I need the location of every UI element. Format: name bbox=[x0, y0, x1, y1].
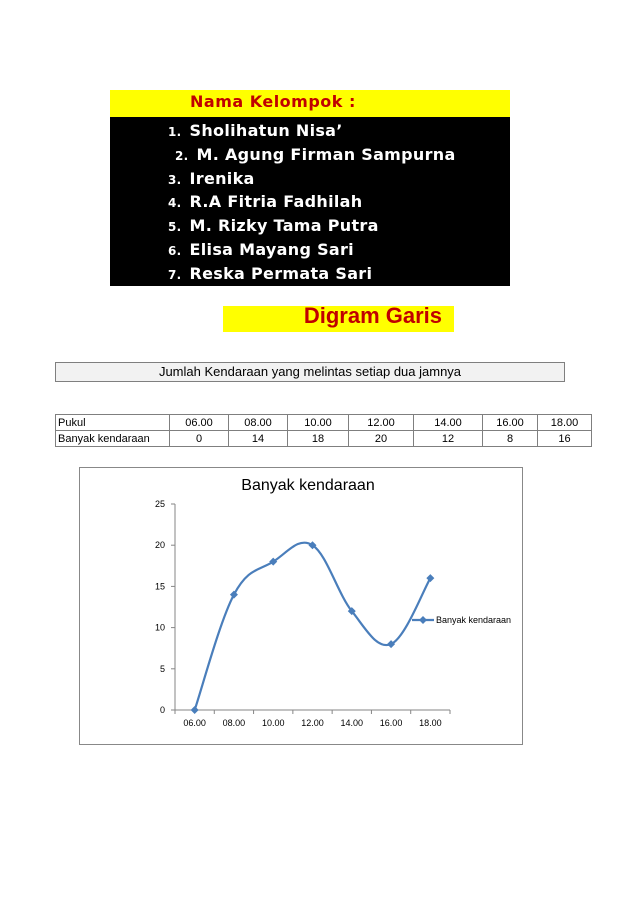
page-title: Digram Garis bbox=[303, 303, 442, 328]
time-cell: 08.00 bbox=[229, 415, 288, 431]
member-name: M. Rizky Tama Putra bbox=[189, 216, 379, 235]
time-cell: 16.00 bbox=[483, 415, 538, 431]
member-number: 2. bbox=[175, 149, 189, 163]
table-row-count bbox=[56, 431, 592, 447]
count-cell: 14 bbox=[229, 431, 288, 447]
member-item bbox=[175, 145, 456, 164]
y-tick-label: 5 bbox=[159, 663, 165, 674]
member-name: Sholihatun Nisa’ bbox=[189, 121, 343, 140]
row-label-count: Banyak kendaraan bbox=[56, 431, 170, 447]
member-item bbox=[168, 192, 362, 211]
x-tick-label: 14.00 bbox=[340, 718, 364, 728]
data-table bbox=[55, 414, 592, 447]
series-line bbox=[195, 543, 431, 710]
member-name: M. Agung Firman Sampurna bbox=[196, 145, 456, 164]
count-cell: 16 bbox=[538, 431, 592, 447]
count-cell: 0 bbox=[170, 431, 229, 447]
member-number: 7. bbox=[168, 268, 182, 282]
series-layer bbox=[191, 541, 435, 714]
legend bbox=[412, 615, 511, 625]
y-tick-label: 15 bbox=[154, 581, 165, 592]
table-caption: Jumlah Kendaraan yang melintas setiap dua jamnya bbox=[158, 364, 462, 379]
member-name: Irenika bbox=[189, 169, 255, 188]
member-item bbox=[168, 121, 343, 140]
x-tick-label: 10.00 bbox=[261, 718, 285, 728]
count-cell: 8 bbox=[483, 431, 538, 447]
y-tick-label: 25 bbox=[154, 499, 165, 509]
member-number: 5. bbox=[168, 220, 182, 234]
x-tick-label: 18.00 bbox=[419, 718, 442, 728]
x-tick-label: 16.00 bbox=[379, 718, 403, 728]
time-cell: 18.00 bbox=[538, 415, 592, 431]
time-cell: 14.00 bbox=[414, 415, 483, 431]
time-cell: 06.00 bbox=[170, 415, 229, 431]
data-point-marker bbox=[191, 706, 199, 714]
group-heading: Nama Kelompok : bbox=[190, 92, 356, 111]
count-cell: 20 bbox=[349, 431, 414, 447]
member-number: 6. bbox=[168, 244, 182, 258]
y-tick-label: 20 bbox=[154, 540, 165, 551]
count-cell: 12 bbox=[414, 431, 483, 447]
line-chart bbox=[79, 467, 523, 745]
chart-title: Banyak kendaraan bbox=[241, 477, 375, 494]
x-tick-label: 06.00 bbox=[183, 718, 206, 728]
member-number: 3. bbox=[168, 173, 182, 187]
y-tick-label: 0 bbox=[159, 705, 165, 715]
x-tick-label: 08.00 bbox=[222, 718, 246, 728]
member-name: Elisa Mayang Sari bbox=[189, 240, 354, 259]
legend-marker bbox=[419, 616, 427, 624]
member-number: 1. bbox=[168, 125, 182, 139]
member-name: R.A Fitria Fadhilah bbox=[189, 192, 363, 211]
x-tick-label: 12.00 bbox=[301, 718, 324, 728]
data-point-marker bbox=[426, 574, 434, 582]
y-tick-label: 10 bbox=[154, 622, 165, 633]
y-axis bbox=[155, 499, 175, 715]
member-number: 4. bbox=[168, 196, 182, 210]
member-item bbox=[168, 240, 354, 259]
legend-label: Banyak kendaraan bbox=[436, 615, 512, 625]
row-label-time: Pukul bbox=[56, 415, 170, 431]
table-row-time bbox=[56, 415, 592, 431]
member-name: Reska Permata Sari bbox=[189, 264, 373, 283]
member-item bbox=[168, 264, 372, 283]
count-cell: 18 bbox=[288, 431, 349, 447]
x-axis bbox=[175, 710, 450, 728]
member-item bbox=[168, 216, 379, 235]
member-item bbox=[168, 169, 255, 188]
time-cell: 12.00 bbox=[349, 415, 414, 431]
time-cell: 10.00 bbox=[288, 415, 349, 431]
